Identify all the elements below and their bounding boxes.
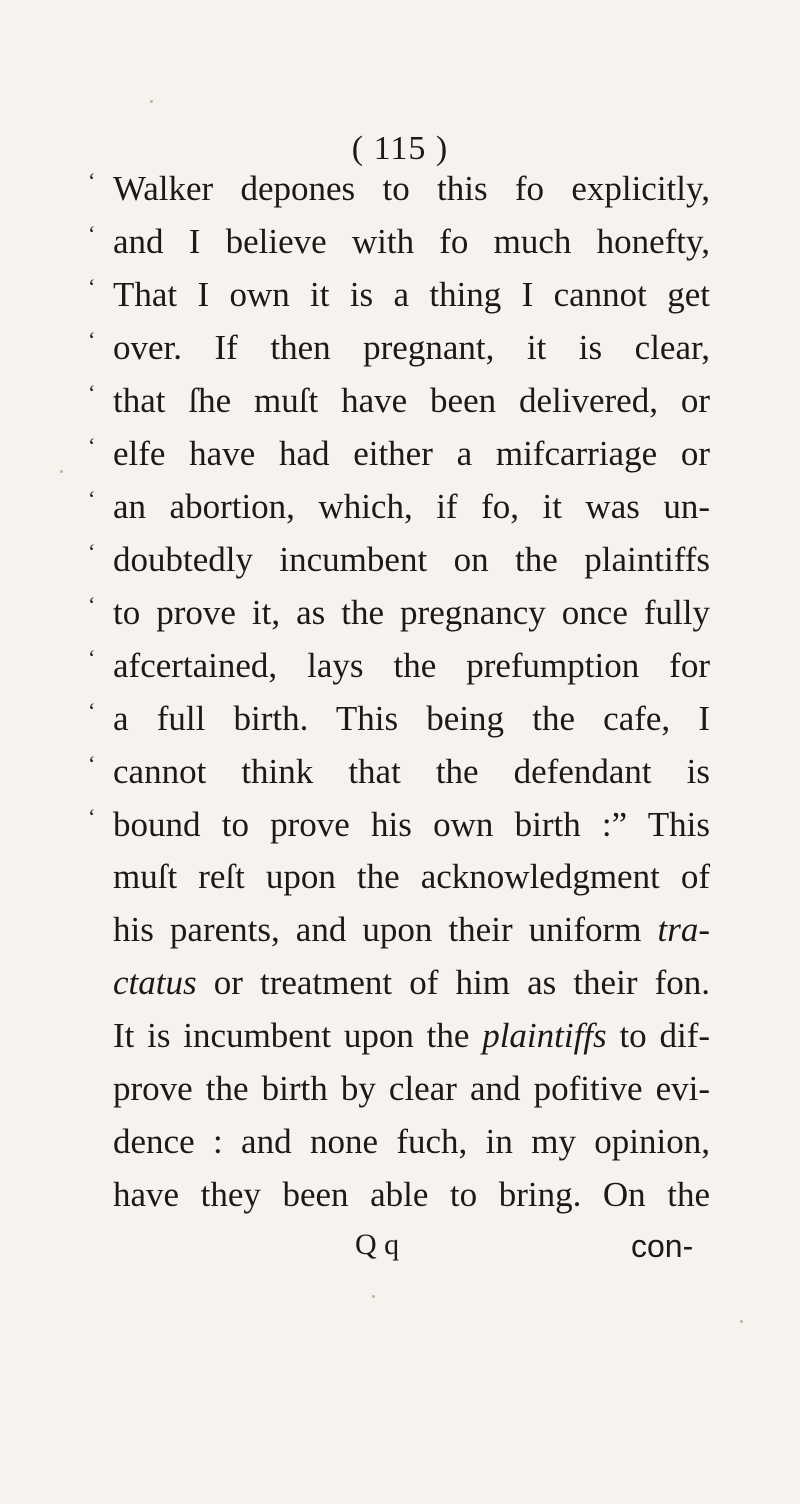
line-text: cannot think that the defendant is bbox=[113, 752, 710, 791]
line-text: bound to prove his own birth :” This bbox=[113, 805, 710, 844]
line-text: doubtedly incumbent on the plaintiffs bbox=[113, 540, 710, 579]
text-line bbox=[88, 435, 710, 471]
line-text: elfe have had either a mifcarriage or bbox=[113, 434, 710, 473]
signature-mark: Q q bbox=[355, 1228, 400, 1261]
text-line bbox=[113, 1018, 710, 1053]
line-text: and I believe with fo much honefty, bbox=[113, 222, 710, 261]
line-text: afcertained, lays the prefumption for bbox=[113, 646, 710, 685]
paper-speck bbox=[60, 470, 63, 473]
text-line bbox=[88, 488, 710, 524]
quote-mark: ‘ bbox=[88, 751, 96, 776]
text-line bbox=[88, 647, 710, 683]
line-text: over. If then pregnant, it is clear, bbox=[113, 328, 710, 367]
quote-mark: ‘ bbox=[88, 168, 96, 193]
text-line bbox=[88, 806, 710, 842]
text-line bbox=[113, 912, 710, 947]
line-text: It is incumbent upon the bbox=[113, 1016, 470, 1055]
quote-mark: ‘ bbox=[88, 539, 96, 564]
text-line bbox=[113, 965, 710, 1000]
line-text: an abortion, which, if fo, it was un- bbox=[113, 487, 710, 526]
quote-mark: ‘ bbox=[88, 698, 96, 723]
line-text: to dif- bbox=[619, 1016, 711, 1055]
text-line bbox=[88, 170, 710, 206]
catchword: con- bbox=[631, 1228, 694, 1264]
quote-mark: ‘ bbox=[88, 380, 96, 405]
text-line bbox=[88, 223, 710, 259]
line-text: Walker depones to this fo explicitly, bbox=[113, 169, 710, 208]
paper-speck bbox=[372, 1295, 375, 1298]
quote-mark: ‘ bbox=[88, 486, 96, 511]
text-line bbox=[88, 276, 710, 312]
italic-word: tra- bbox=[657, 910, 710, 949]
text-line: dence : and none fuch, in my opinion, bbox=[113, 1122, 710, 1161]
text-line bbox=[88, 329, 710, 365]
paper-speck bbox=[740, 1320, 743, 1323]
paper-speck bbox=[150, 100, 153, 103]
line-text: to prove it, as the pregnancy once fully bbox=[113, 593, 710, 632]
line-text: his parents, and upon their uniform bbox=[113, 910, 642, 949]
line-text: that ſhe muſt have been delivered, or bbox=[113, 381, 710, 420]
text-line: prove the birth by clear and pofitive evi- bbox=[113, 1069, 710, 1108]
line-text: or treatment of him as their fon. bbox=[213, 963, 710, 1002]
quote-mark: ‘ bbox=[88, 645, 96, 670]
text-line: have they been able to bring. On the bbox=[113, 1175, 710, 1214]
text-line bbox=[88, 594, 710, 630]
text-line bbox=[88, 382, 710, 418]
quote-mark: ‘ bbox=[88, 804, 96, 829]
line-text: a full birth. This being the cafe, I bbox=[113, 699, 710, 738]
text-line: muſt reſt upon the acknowledgment of bbox=[113, 857, 710, 896]
line-text: That I own it is a thing I cannot get bbox=[113, 275, 710, 314]
text-line bbox=[88, 753, 710, 789]
text-line bbox=[88, 700, 710, 736]
italic-word: plaintiffs bbox=[482, 1016, 607, 1055]
quote-mark: ‘ bbox=[88, 433, 96, 458]
quote-mark: ‘ bbox=[88, 327, 96, 352]
text-line bbox=[88, 541, 710, 577]
italic-word: ctatus bbox=[113, 963, 197, 1002]
page-number: ( 115 ) bbox=[351, 130, 449, 167]
quote-mark: ‘ bbox=[88, 274, 96, 299]
quote-mark: ‘ bbox=[88, 592, 96, 617]
quote-mark: ‘ bbox=[88, 221, 96, 246]
